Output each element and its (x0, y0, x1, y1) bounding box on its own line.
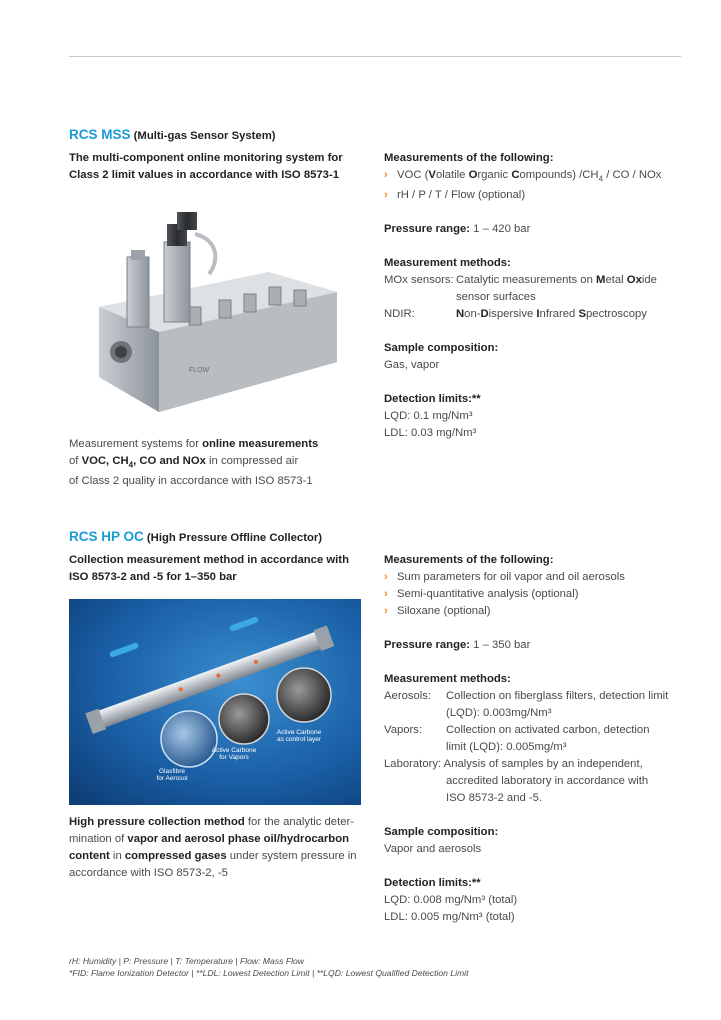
method-row-vapors: Vapors: Collection on activated carbon, detection limit (LQD): 0.005mg/m³ (384, 724, 650, 753)
section1-lead-line2: Class 2 limit values in accordance with ISO 8573-1 (69, 169, 339, 181)
section2-title: RCS HP OC (69, 529, 144, 544)
section1-title: RCS MSS (69, 127, 131, 142)
section2-lqd: LQD: 0.008 mg/Nm³ (total) (384, 894, 518, 906)
list-item: › Semi-quantitative analysis (optional) (384, 586, 689, 603)
list-item: › Sum parameters for oil vapor and oil aerosols (384, 569, 689, 586)
footnote (69, 955, 689, 979)
section2-sample-value: Vapor and aerosols (384, 843, 482, 855)
carbone-control-label-2: as control layer (276, 736, 322, 743)
section1-heading (69, 126, 276, 145)
carbone-vapors-label: Active Carbone (211, 747, 257, 754)
chevron-right-icon: › (384, 571, 388, 583)
section2-caption-line3: content in compressed gases under system pressure in (69, 850, 357, 862)
method-row-laboratory: Laboratory: Analysis of samples by an independent, accredited laboratory in accordance with ISO 8573-2 and -5. (384, 758, 649, 804)
top-divider (69, 56, 681, 57)
method-row-ndir: NDIR: Non-Dispersive Infrared Spectroscopy (384, 308, 647, 321)
chevron-right-icon: › (384, 588, 388, 600)
carbone-vapors-label-2: for Vapors (219, 754, 249, 761)
section1-detection-heading: Detection limits:** (384, 393, 481, 406)
chevron-right-icon: › (384, 189, 388, 202)
flow-engraving: FLOW (189, 367, 210, 374)
section2-caption-line4: accordance with ISO 8573-2, -5 (69, 867, 228, 879)
list-item: › Siloxane (optional) (384, 603, 689, 620)
section2-methods-heading: Measurement methods: (384, 673, 511, 685)
section2-lead-line2: ISO 8573-2 and -5 for 1–350 bar (69, 571, 237, 583)
section2-pressure: Pressure range: 1 – 350 bar (384, 639, 531, 651)
section1-details (384, 150, 684, 442)
list-item: › rH / P / T / Flow (optional) (384, 187, 684, 204)
chevron-right-icon: › (384, 169, 388, 181)
footnote-line1: rH: Humidity | P: Pressure | T: Temperature | Flow: Mass Flow (69, 956, 304, 966)
section2-lead (69, 552, 369, 586)
section1-caption-line3: of Class 2 quality in accordance with ISO 8573-1 (69, 475, 313, 488)
glasfibre-label: Glasfibre (158, 768, 186, 775)
section1-caption-line2: of VOC, $CH_4$, CO and NOx in compressed air (69, 455, 299, 470)
section1-sample-heading: Sample composition: (384, 342, 499, 355)
section1-lead (69, 150, 369, 184)
section2-measurements-heading: Measurements of the following: (384, 554, 554, 566)
method-row-aerosols: Aerosols: Collection on fiberglass filters, detection limit (LQD): 0.003mg/Nm³ (384, 690, 669, 719)
section1-pressure: Pressure range: 1 – 420 bar (384, 223, 531, 236)
section1-caption (69, 436, 369, 490)
section2-ldl: LDL: 0.005 mg/Nm³ (total) (384, 911, 515, 923)
method-row-mox: MOx sensors: Catalytic measurements on Metal Oxide sensor surfaces (384, 274, 657, 304)
chevron-right-icon: › (384, 605, 388, 617)
section2-caption-line1: High pressure collection method for the analytic deter- (69, 816, 355, 828)
section1-sample-value: Gas, vapor (384, 359, 440, 372)
section1-subtitle: (Multi-gas Sensor System) (133, 130, 276, 142)
list-item: › VOC (Volatile Organic Compounds) $/CH_4$ / CO / NOx (384, 167, 684, 187)
section2-details (384, 552, 689, 926)
section2-heading (69, 528, 322, 547)
carbone-control-label: Active Carbone (276, 729, 322, 736)
section2-lead-line1: Collection measurement method in accordance with (69, 554, 349, 566)
sensor-manifold-image (69, 212, 361, 422)
section2-detection-heading: Detection limits:** (384, 877, 481, 889)
section2-caption-line2: mination of vapor and aerosol phase oil/hydrocarbon (69, 833, 350, 845)
section1-methods-heading: Measurement methods: (384, 257, 511, 270)
section1-measurements-heading: Measurements of the following: (384, 152, 554, 164)
section1-ldl: LDL: 0.03 mg/Nm³ (384, 427, 477, 440)
section1-lqd: LQD: 0.1 mg/Nm³ (384, 410, 473, 423)
glasfibre-label-2: for Aerosol (156, 775, 188, 782)
collector-image (69, 599, 361, 805)
section1-caption-line1: Measurement systems for online measurements (69, 438, 319, 450)
footnote-line2: *FID: Flame Ionization Detector | **LDL: Lowest Detection Limit | **LQD: Lowest Qualified Detection Limit (69, 968, 469, 978)
section1-lead-line1: The multi-component online monitoring system for (69, 152, 343, 164)
section2-subtitle: (High Pressure Offline Collector) (146, 532, 323, 544)
section2-caption (69, 814, 369, 882)
section2-sample-heading: Sample composition: (384, 826, 499, 838)
